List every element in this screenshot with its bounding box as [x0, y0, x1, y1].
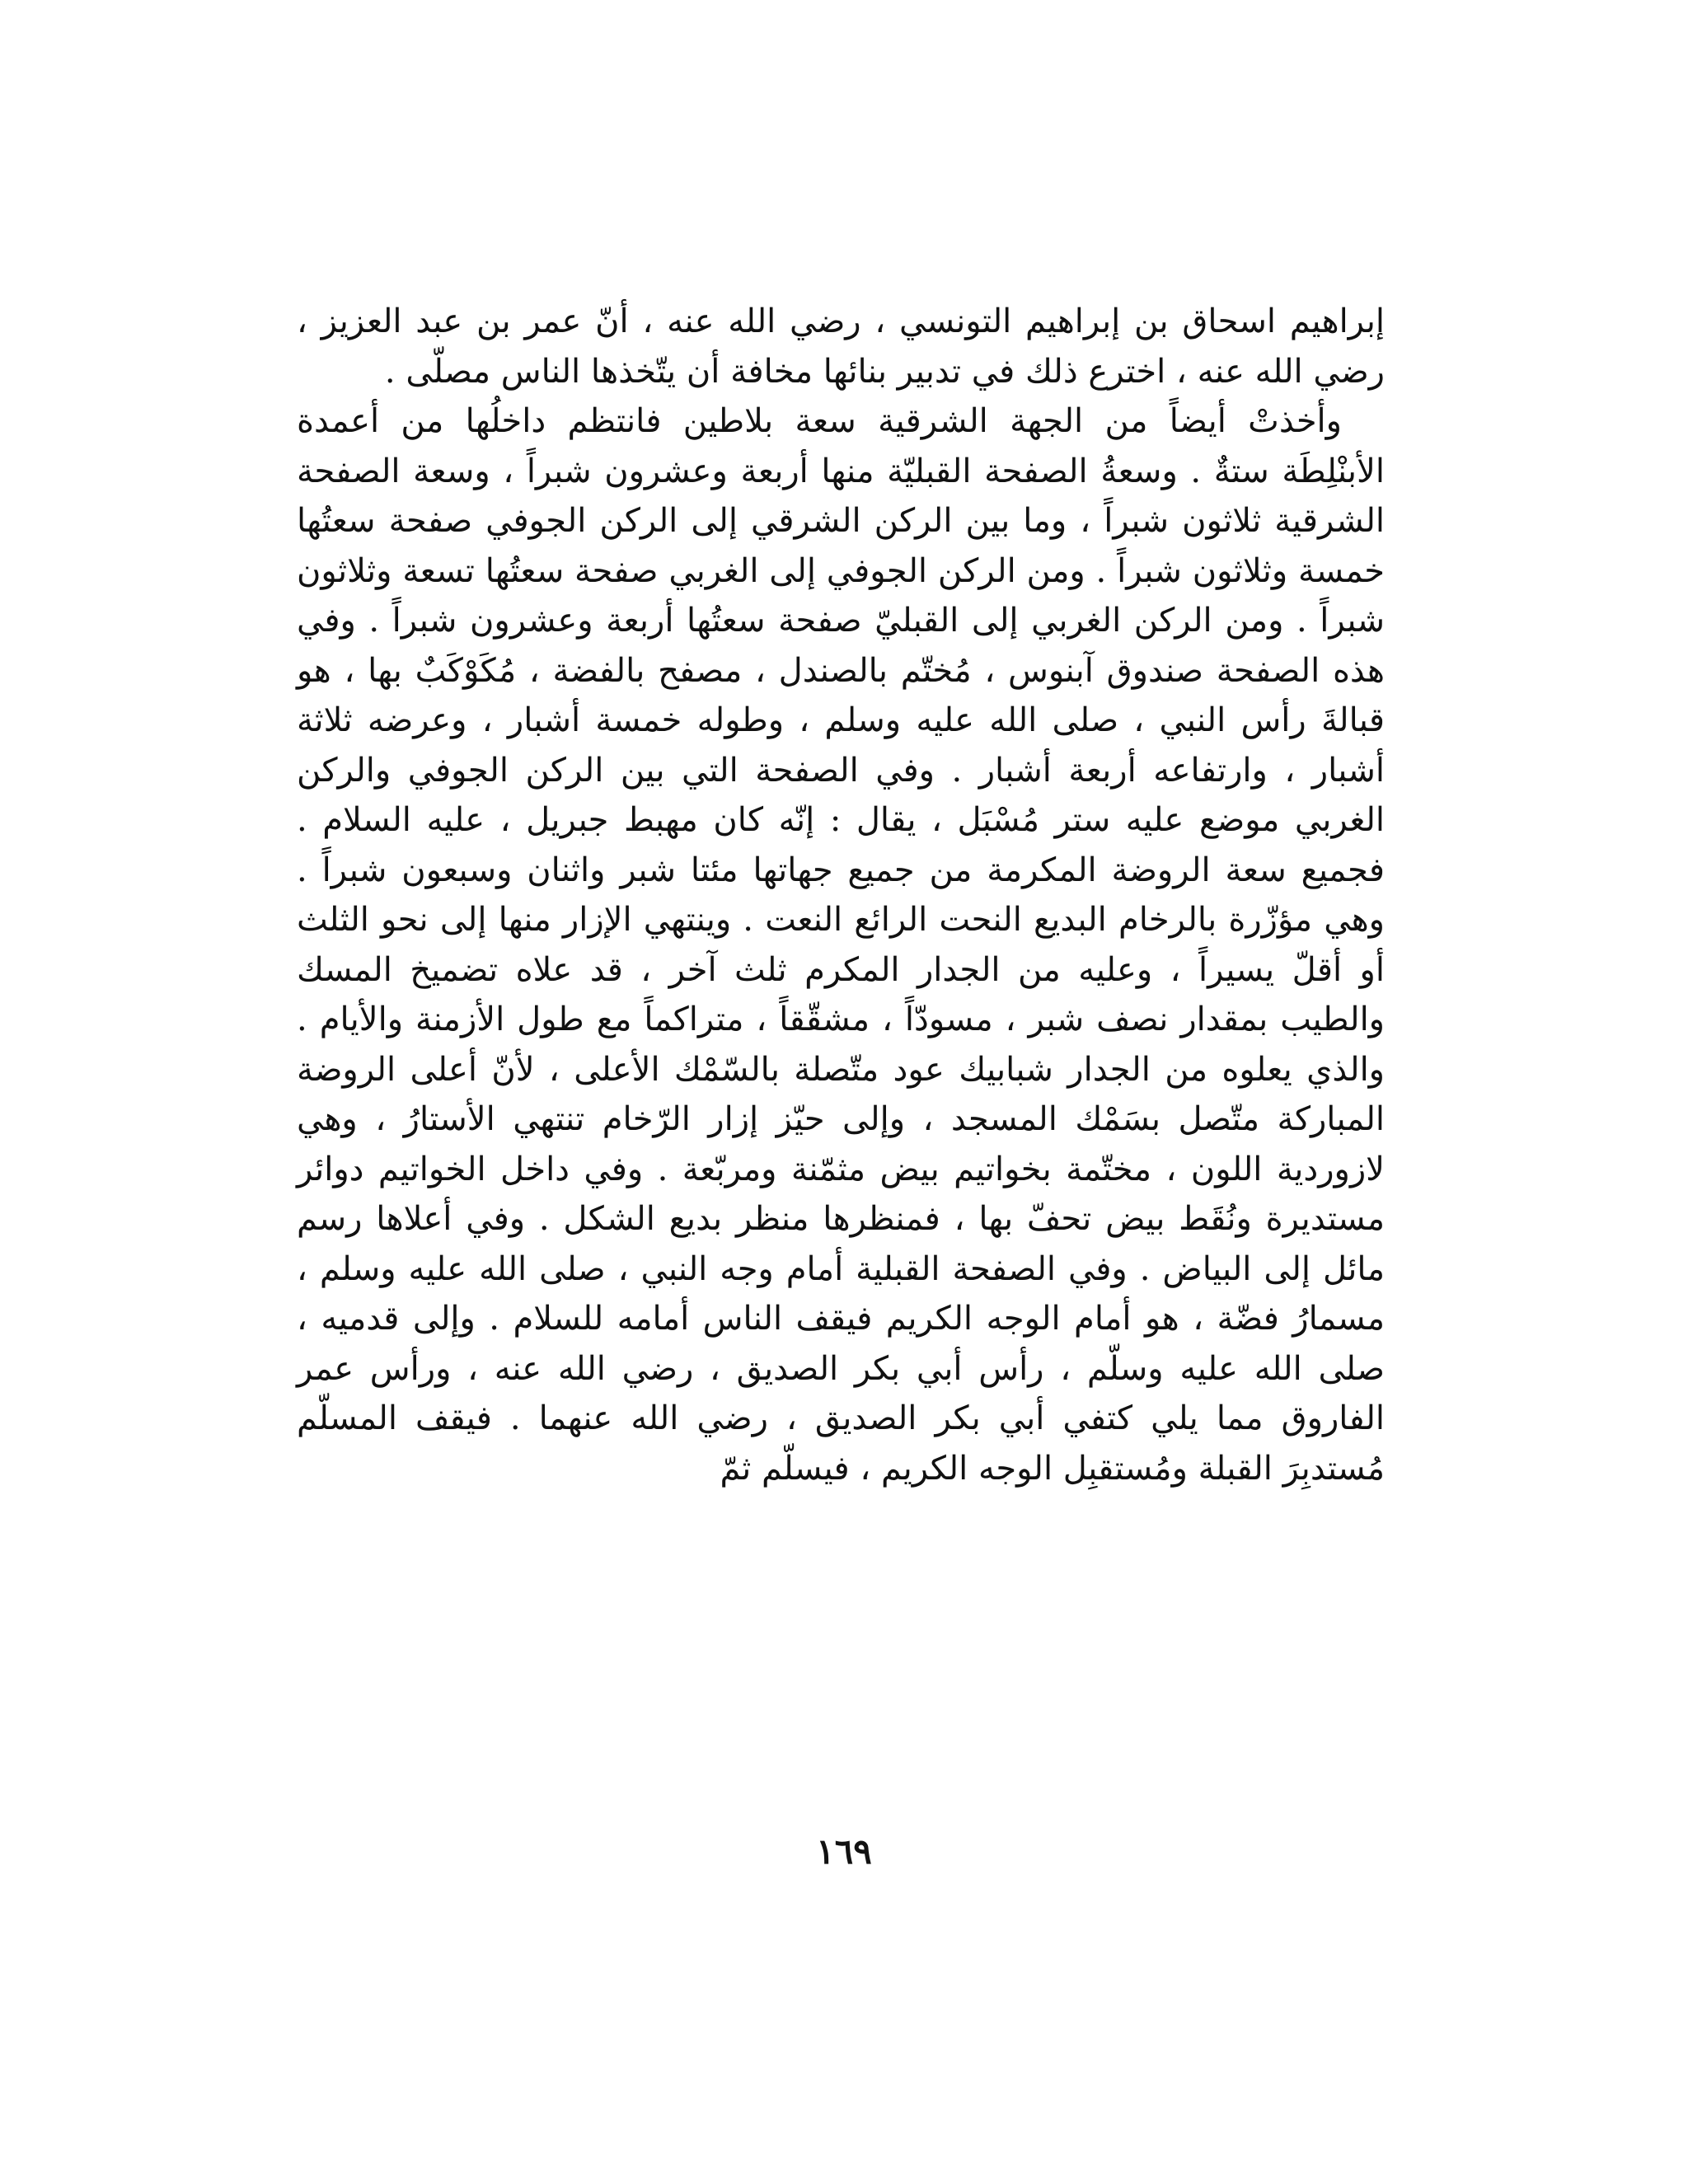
paragraph-2: وأخذتْ أيضاً من الجهة الشرقية سعة بلاطين فانتظم داخلُها من أعمدة الأبنْلِطَة ستةٌ . وسعةُ الصفحة القبليّة منها أربعة وعشرون شبراً ، وسعة الصفحة الشرقية ثلاثون شبراً ، وما بين الركن الشرقي إلى الركن الجوفي صفحة سعتُها خمسة وثلاثون شبراً . ومن الركن الجوفي إلى الغربي صفحة سعتُها تسعة وثلاثون شبراً . ومن الركن الغربي إلى القبليّ صفحة سعتُها أربعة وعشرون شبراً . وفي هذه الصفحة صندوق آبنوس ، مُختّم بالصندل ، مصفح بالفضة ، مُكَوْكَبٌ بها ، هو قبالةَ رأس النبي ، صلى الله عليه وسلم ، وطوله خمسة أشبار ، وعرضه ثلاثة أشبار ، وارتفاعه أربعة أشبار . وفي الصفحة التي بين الركن الجوفي والركن الغربي موضع عليه ستر مُسْبَل ، يقال : إنّه كان مهبط جبريل ، عليه السلام . فجميع سعة الروضة المكرمة من جميع جهاتها مئتا شبر واثنان وسبعون شبراً . وهي مؤزّرة بالرخام البديع النحت الرائع النعت . وينتهي الإزار منها إلى نحو الثلث أو أقلّ يسيراً ، وعليه من الجدار المكرم ثلث آخر ، قد علاه تضميخ المسك والطيب بمقدار نصف شبر ، مسودّاً ، مشقّقاً ، متراكماً مع طول الأزمنة والأيام . والذي يعلوه من الجدار شبابيك عود متّصلة بالسّمْك الأعلى ، لأنّ أعلى الروضة المباركة متّصل بسَمْك المسجد ، وإلى حيّز إزار الرّخام تنتهي الأستارُ ، وهي لازوردية اللون ، مختّمة بخواتيم بيض مثمّنة ومربّعة . وفي داخل الخواتيم دوائر مستديرة ونُقَط بيض تحفّ بها ، فمنظرها منظر بديع الشكل . وفي أعلاها رسم مائل إلى البياض . وفي الصفحة القبلية أمام وجه النبي ، صلى الله عليه وسلم ، مسمارُ فضّة ، هو أمام الوجه الكريم فيقف الناس أمامه للسلام . وإلى قدميه ، صلى الله عليه وسلّم ، رأس أبي بكر الصديق ، رضي الله عنه ، ورأس عمر الفاروق مما يلي كتفي أبي بكر الصديق ، رضي الله عنهما . فيقف المسلّم مُستدبِرَ القبلة ومُستقبِل الوجه الكريم ، فيسلّم ثمّ — [297, 402, 1385, 1488]
page-number: ١٦٩ — [816, 1831, 872, 1872]
paragraph-1: إبراهيم اسحاق بن إبراهيم التونسي ، رضي الله عنه ، أنّ عمر بن عبد العزيز ، رضي الله عنه ، اخترع ذلك في تدبير بنائها مخافة أن يتّخذها الناس مصلّى . — [297, 302, 1385, 391]
body-text — [297, 297, 1385, 1493]
